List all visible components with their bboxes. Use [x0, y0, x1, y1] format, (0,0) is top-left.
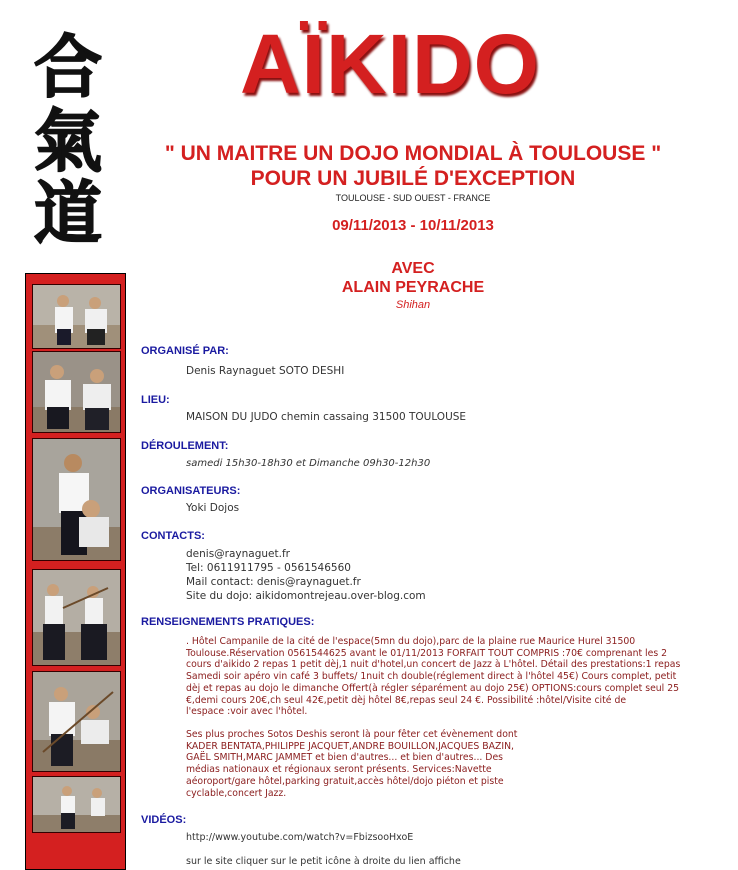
para1-line: Samedi soir apéro vin café 3 buffets/ 1nuit ch double(réglement direct à l'hôtel 45€) Cours complet, petit — [186, 671, 677, 683]
para2-line: GAËL SMITH,MARC JAMMET et bien d'autres... et bien d'autres... Des — [186, 752, 504, 764]
kanji-do: 道 — [33, 174, 103, 245]
aikido-kanji-calligraphy — [22, 25, 114, 245]
contact-site[interactable]: Site du dojo: aikidomontrejeau.over-blog.com — [186, 590, 426, 602]
photo-6 — [32, 776, 121, 833]
deroulement-text: samedi 15h30-18h30 et Dimanche 09h30-12h30 — [186, 458, 431, 469]
avec-label: AVEC — [391, 260, 435, 277]
para2-line: cyclable,concert Jazz. — [186, 787, 287, 799]
photo-5 — [32, 671, 121, 772]
heading-lieu: LIEU: — [141, 394, 170, 406]
heading-organisateurs: ORGANISATEURS: — [141, 485, 241, 497]
photo-strip — [25, 273, 126, 870]
heading-contacts: CONTACTS: — [141, 530, 205, 542]
para1-line: cours d'aikido 2 repas 1 petit dèj,1 nuit d'hotel,un concert de Jazz à L'hôtel. Détail des prestations:1 repas — [186, 659, 681, 671]
para2-line: aéoroport/gare hôtel,parking gratuit,accès hôtel/dojo piéton et piste — [186, 775, 504, 787]
kanji-ki: 氣 — [33, 102, 103, 182]
subtitle-line-2: POUR UN JUBILÉ D'EXCEPTION — [250, 167, 576, 190]
photo-4 — [32, 569, 121, 666]
heading-videos: VIDÉOS: — [141, 814, 187, 826]
para1-line: l'espace :voir avec l'hôtel. — [186, 706, 308, 718]
contact-phone: Tel: 0611911795 - 0561546560 — [186, 562, 351, 574]
master-rank: Shihan — [395, 299, 431, 311]
photo-1 — [32, 284, 121, 349]
contact-mail[interactable]: Mail contact: denis@raynaguet.fr — [186, 576, 361, 588]
organise-text: Denis Raynaguet SOTO DESHI — [186, 365, 345, 377]
lieu-text: MAISON DU JUDO chemin cassaing 31500 TOULOUSE — [186, 411, 467, 423]
location-label: TOULOUSE - SUD OUEST - FRANCE — [335, 193, 491, 203]
contact-email[interactable]: denis@raynaguet.fr — [186, 548, 290, 560]
photo-2 — [32, 351, 121, 433]
renseignements-paragraph-1 — [186, 636, 726, 718]
master-name: ALAIN PEYRACHE — [341, 279, 485, 296]
para1-line: €,demi cours 20€,ch seul 42€,petit dèj hôtel 8€,repas seul 24 €. Possibilité :hôtel/Visite cité de — [186, 694, 627, 706]
heading-deroulement: DÉROULEMENT: — [141, 440, 229, 452]
renseignements-paragraph-2 — [186, 729, 561, 799]
para2-line: Ses plus proches Sotos Deshis seront là pour fêter cet évènement dont — [186, 729, 518, 740]
kanji-ai: 合 — [33, 28, 103, 108]
heading-organise: ORGANISÉ PAR: — [141, 345, 229, 357]
subtitle-line-1: " UN MAITRE UN DOJO MONDIAL À TOULOUSE " — [164, 142, 662, 165]
heading-renseignements: RENSEIGNEMENTS PRATIQUES: — [141, 616, 315, 628]
para1-line: . Hôtel Campanile de la cité de l'espace(5mn du dojo),parc de la plaine rue Maurice Hurel 31500 — [186, 636, 636, 647]
event-dates: 09/11/2013 - 10/11/2013 — [332, 217, 494, 234]
photo-3 — [32, 438, 121, 561]
para2-line: médias nationaux et régionaux seront présents. Services:Navette — [186, 764, 492, 776]
organisateurs-text: Yoki Dojos — [186, 502, 240, 514]
para1-line: Toulouse.Réservation 0561544625 avant le 01/11/2013 FORFAIT TOUT COMPRIS :70€ comprenant les 2 — [186, 647, 668, 659]
video-note: sur le site cliquer sur le petit icône à droite du lien affiche — [186, 856, 461, 867]
video-link[interactable]: http://www.youtube.com/watch?v=FbizsooHxoE — [186, 832, 414, 843]
para1-line: dèj et repas au dojo le dimanche Offert(à régler séparément au dojo 25€) OPTIONS:cours complet seul 25 — [186, 682, 680, 694]
para2-line: KADER BENTATA,PHILIPPE JACQUET,ANDRE BOUILLON,JACQUES BAZIN, — [186, 740, 514, 752]
page-title: AÏKIDO — [240, 17, 540, 111]
